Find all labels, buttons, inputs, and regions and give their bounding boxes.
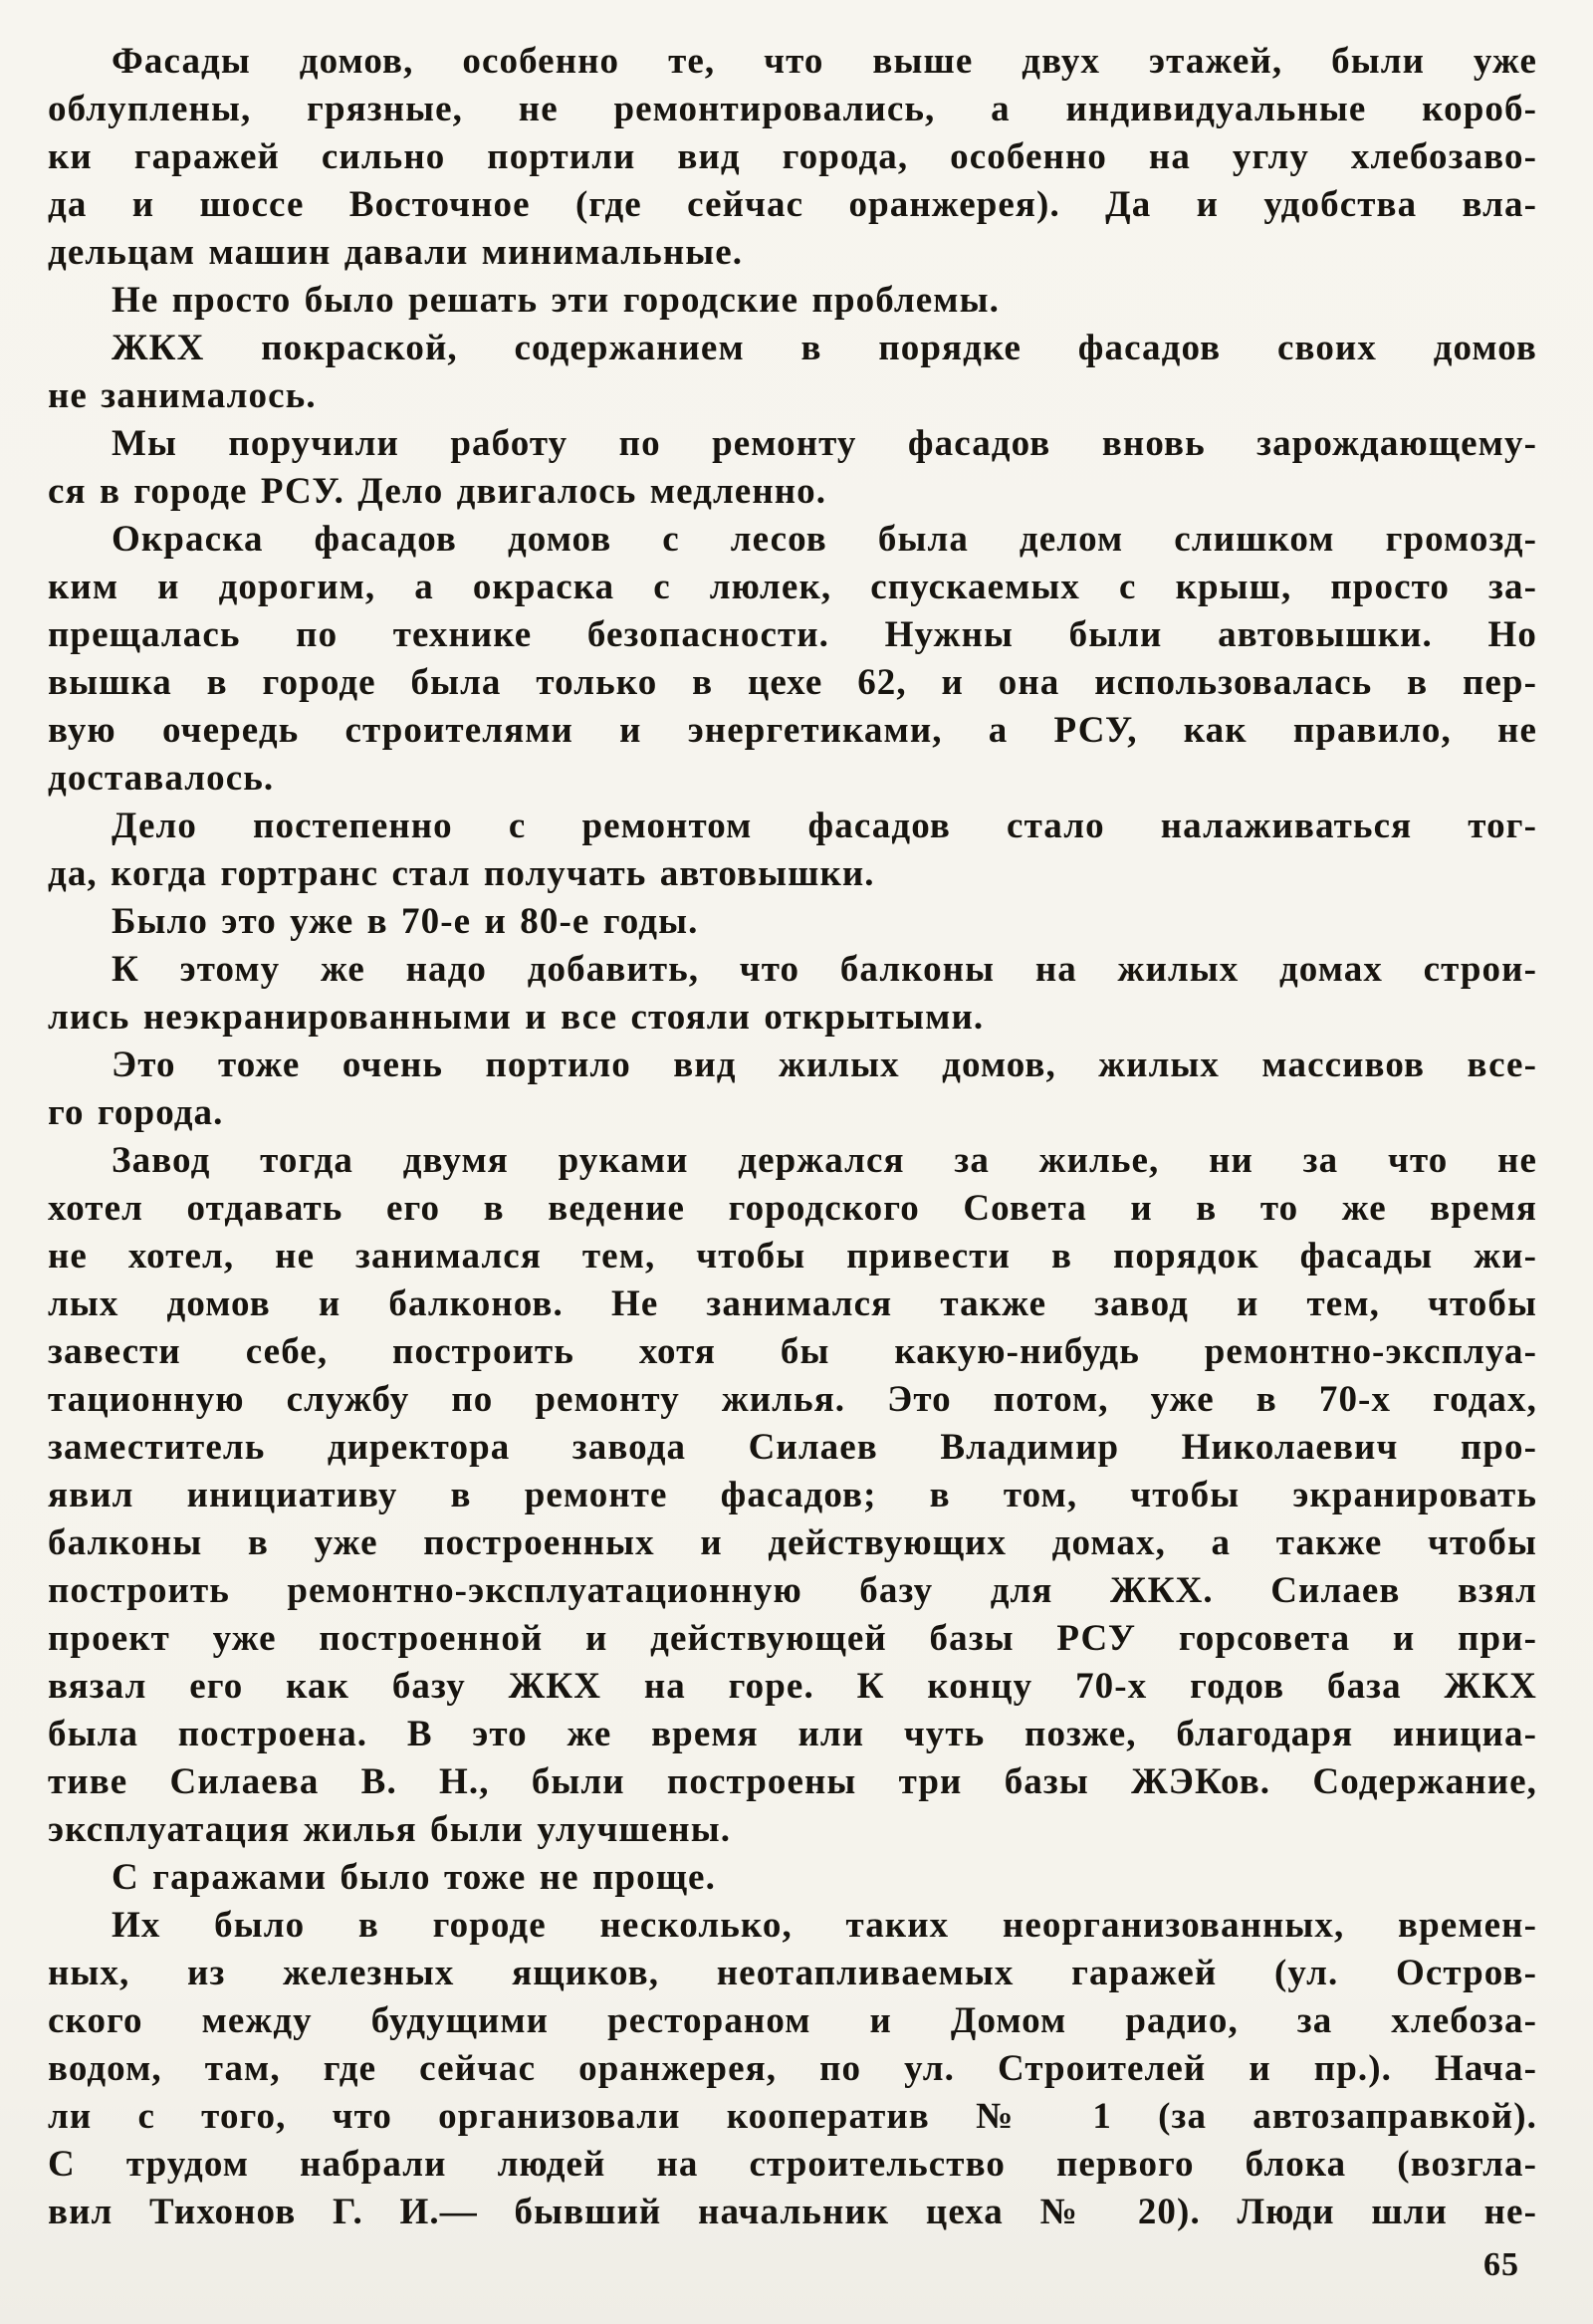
text-line: С трудом набрали людей на строительство первого блока (возгла- [48, 2144, 1537, 2185]
text-line: С гаражами было тоже не проще. [112, 1857, 716, 1898]
text-line: построить ремонтно-эксплуатационную базу для ЖКХ. Силаев взял [48, 1570, 1537, 1611]
text-line: вую очередь строителями и энергетиками, а РСУ, как правило, не [48, 710, 1537, 751]
text-line: Фасады домов, особенно те, что выше двух этажей, были уже [112, 41, 1537, 82]
text-line: не занималось. [48, 375, 317, 416]
paragraph [48, 898, 1537, 946]
text-line: ким и дорогим, а окраска с люлек, спускаемых с крыш, просто за- [48, 567, 1537, 607]
text-line: доставалось. [48, 758, 275, 799]
paragraph [48, 1137, 1537, 1854]
paragraph [48, 38, 1537, 277]
paragraph [48, 277, 1537, 325]
text-line: была построена. В это же время или чуть позже, благодаря инициа- [48, 1714, 1537, 1754]
paragraph [48, 1902, 1537, 2236]
text-line: тационную службу по ремонту жилья. Это потом, уже в 70-х годах, [48, 1379, 1537, 1420]
text-line: ки гаражей сильно портили вид города, особенно на углу хлебозаво- [48, 136, 1537, 177]
paragraph [48, 1854, 1537, 1902]
text-line: ЖКХ покраской, содержанием в порядке фасадов своих домов [112, 328, 1537, 368]
text-line: Их было в городе несколько, таких неорганизованных, времен- [112, 1905, 1537, 1946]
text-line: ся в городе РСУ. Дело двигалось медленно. [48, 471, 827, 512]
text-line: да, когда гортранс стал получать автовышки. [48, 853, 875, 894]
paragraph [48, 516, 1537, 803]
text-line: прещалась по технике безопасности. Нужны были автовышки. Но [48, 614, 1537, 655]
text-line: ского между будущими рестораном и Домом радио, за хлебоза- [48, 2000, 1537, 2041]
text-line: тиве Силаева В. Н., были построены три базы ЖЭКов. Содержание, [48, 1761, 1537, 1802]
text-line: ли с того, что организовали кооператив № 1 (за автозаправкой). [48, 2096, 1537, 2137]
paragraph [48, 803, 1537, 898]
text-line: не хотел, не занимался тем, чтобы привести в порядок фасады жи- [48, 1236, 1537, 1277]
text-line: балконы в уже построенных и действующих домах, а также чтобы [48, 1522, 1537, 1563]
text-line: облуплены, грязные, не ремонтировались, а индивидуальные короб- [48, 89, 1537, 129]
text-line: лись неэкранированными и все стояли открытыми. [48, 997, 985, 1038]
text-line: вязал его как базу ЖКХ на горе. К концу 70-х годов база ЖКХ [48, 1666, 1537, 1707]
text-line: Не просто было решать эти городские проблемы. [112, 280, 1000, 321]
text-line: Мы поручили работу по ремонту фасадов вновь зарождающему- [112, 423, 1537, 464]
text-line: водом, там, где сейчас оранжерея, по ул. Строителей и пр.). Нача- [48, 2048, 1537, 2089]
text-line: вышка в городе была только в цехе 62, и она использовалась в пер- [48, 662, 1537, 703]
text-line: Завод тогда двумя руками держался за жилье, ни за что не [112, 1140, 1537, 1181]
paragraph [48, 946, 1537, 1042]
paragraph [48, 325, 1537, 420]
text-column [48, 38, 1537, 2236]
text-line: проект уже построенной и действующей базы РСУ горсовета и при- [48, 1618, 1537, 1659]
text-line: го города. [48, 1092, 224, 1133]
text-line: Было это уже в 70-е и 80-е годы. [112, 901, 699, 942]
text-line: лых домов и балконов. Не занимался также завод и тем, чтобы [48, 1283, 1537, 1324]
text-line: да и шоссе Восточное (где сейчас оранжерея). Да и удобства вла- [48, 184, 1537, 225]
text-line: завести себе, построить хотя бы какую-нибудь ремонтно-эксплуа- [48, 1331, 1537, 1372]
text-line: вил Тихонов Г. И.— бывший начальник цеха № 20). Люди шли не- [48, 2192, 1537, 2232]
text-line: ных, из железных ящиков, неотапливаемых гаражей (ул. Остров- [48, 1953, 1537, 1993]
text-line: дельцам машин давали минимальные. [48, 232, 744, 273]
paragraph [48, 420, 1537, 516]
text-line: Дело постепенно с ремонтом фасадов стало налаживаться тог- [112, 806, 1537, 846]
text-line: явил инициативу в ремонте фасадов; в том, чтобы экранировать [48, 1475, 1537, 1515]
text-line: заместитель директора завода Силаев Владимир Николаевич про- [48, 1427, 1537, 1468]
page-number: 65 [1483, 2246, 1519, 2283]
text-line: хотел отдавать его в ведение городского Совета и в то же время [48, 1188, 1537, 1229]
text-line: Это тоже очень портило вид жилых домов, жилых массивов все- [112, 1045, 1537, 1085]
text-line: К этому же надо добавить, что балконы на жилых домах строи- [112, 949, 1537, 990]
text-line: эксплуатация жилья были улучшены. [48, 1809, 732, 1850]
paragraph [48, 1042, 1537, 1137]
text-line: Окраска фасадов домов с лесов была делом слишком громозд- [112, 519, 1537, 560]
